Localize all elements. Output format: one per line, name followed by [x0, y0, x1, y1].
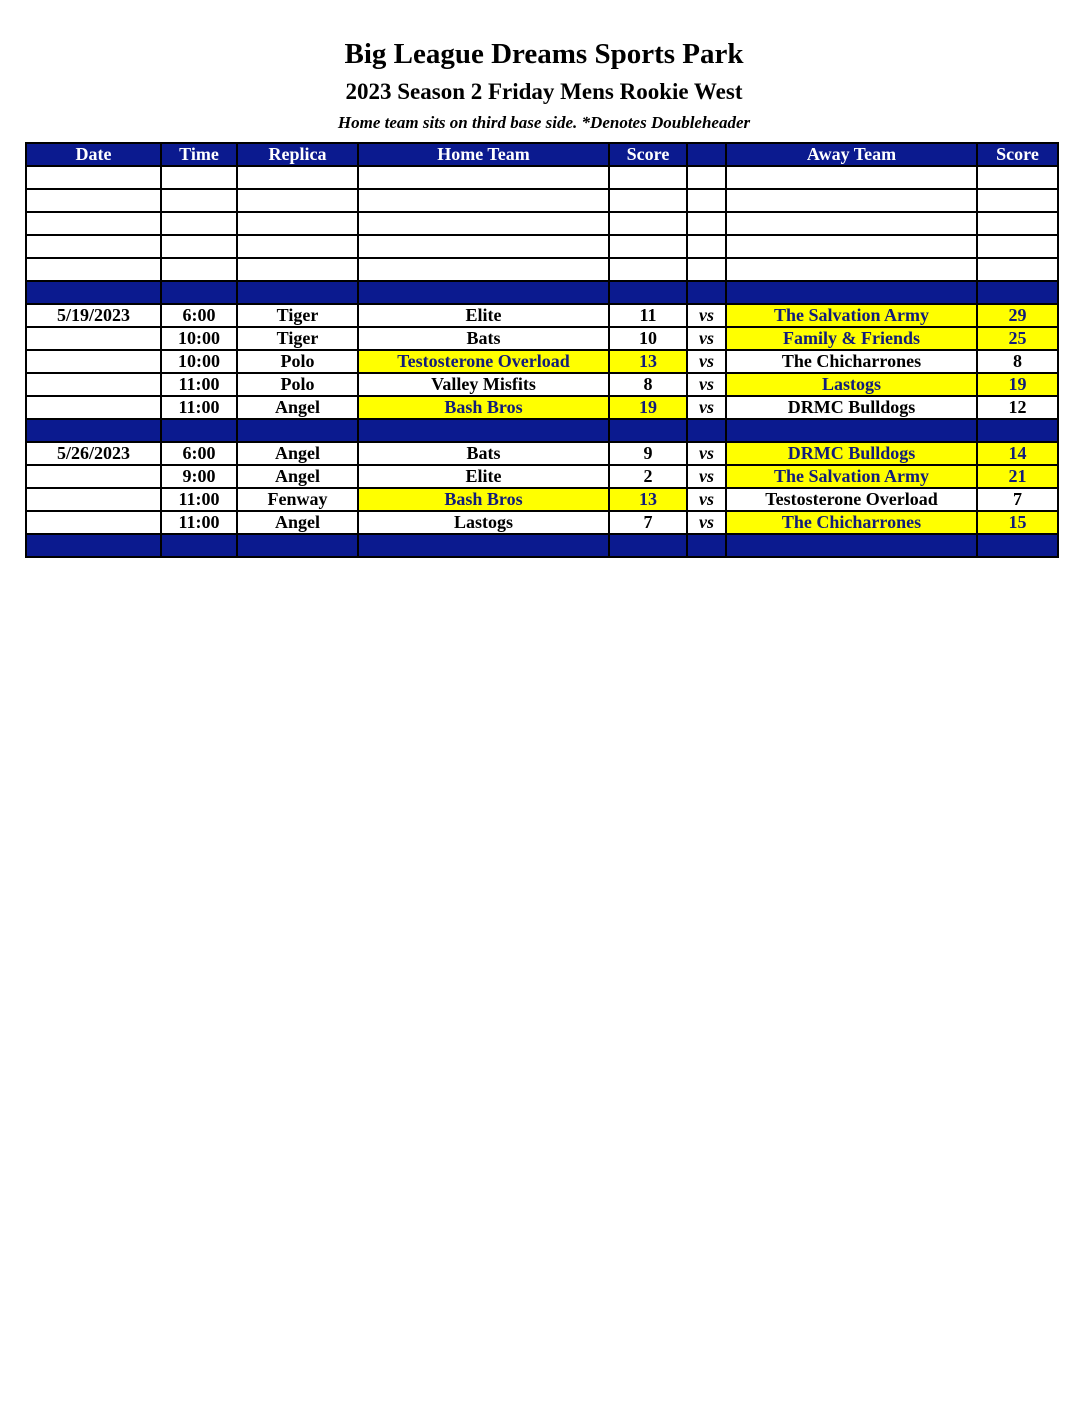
game-replica: Polo	[237, 350, 358, 373]
home-team: Bats	[358, 442, 609, 465]
empty-cell	[161, 189, 237, 212]
empty-cell	[977, 212, 1058, 235]
separator-row	[26, 281, 1058, 304]
separator-cell	[237, 534, 358, 557]
separator-cell	[687, 281, 726, 304]
away-score: 29	[977, 304, 1058, 327]
empty-cell	[161, 235, 237, 258]
col-away-team: Away Team	[726, 143, 977, 166]
game-replica: Fenway	[237, 488, 358, 511]
empty-cell	[726, 189, 977, 212]
col-vs	[687, 143, 726, 166]
away-score: 25	[977, 327, 1058, 350]
separator-cell	[26, 534, 161, 557]
game-replica: Tiger	[237, 304, 358, 327]
versus-label: vs	[687, 396, 726, 419]
versus-label: vs	[687, 350, 726, 373]
game-row	[26, 350, 1058, 373]
separator-cell	[26, 419, 161, 442]
empty-cell	[358, 258, 609, 281]
separator-cell	[726, 419, 977, 442]
separator-cell	[161, 419, 237, 442]
game-time: 11:00	[161, 511, 237, 534]
empty-cell	[687, 235, 726, 258]
separator-cell	[609, 281, 687, 304]
empty-cell	[726, 212, 977, 235]
game-time: 6:00	[161, 304, 237, 327]
away-score: 14	[977, 442, 1058, 465]
separator-cell	[977, 534, 1058, 557]
separator-cell	[977, 419, 1058, 442]
home-team: Testosterone Overload	[358, 350, 609, 373]
home-team: Bats	[358, 327, 609, 350]
separator-cell	[358, 281, 609, 304]
game-date	[26, 327, 161, 350]
away-score: 12	[977, 396, 1058, 419]
game-row	[26, 465, 1058, 488]
game-date	[26, 396, 161, 419]
game-date	[26, 350, 161, 373]
page-title: Big League Dreams Sports Park	[344, 38, 744, 70]
empty-cell	[161, 258, 237, 281]
separator-cell	[609, 534, 687, 557]
separator-cell	[237, 281, 358, 304]
empty-cell	[26, 212, 161, 235]
game-row	[26, 304, 1058, 327]
away-score: 19	[977, 373, 1058, 396]
empty-cell	[237, 212, 358, 235]
empty-cell	[687, 189, 726, 212]
versus-label: vs	[687, 442, 726, 465]
game-replica: Angel	[237, 442, 358, 465]
away-score: 21	[977, 465, 1058, 488]
game-date: 5/26/2023	[26, 442, 161, 465]
header-row	[26, 143, 1058, 166]
versus-label: vs	[687, 327, 726, 350]
col-away-score: Score	[977, 143, 1058, 166]
game-row	[26, 327, 1058, 350]
empty-cell	[687, 258, 726, 281]
game-time: 10:00	[161, 350, 237, 373]
versus-label: vs	[687, 465, 726, 488]
empty-cell	[26, 258, 161, 281]
home-team: Valley Misfits	[358, 373, 609, 396]
away-team: The Chicharrones	[726, 350, 977, 373]
separator-cell	[726, 281, 977, 304]
home-team: Elite	[358, 465, 609, 488]
schedule-note: Home team sits on third base side. *Denotes Doubleheader	[337, 113, 751, 132]
empty-cell	[26, 189, 161, 212]
home-score: 13	[609, 350, 687, 373]
separator-cell	[687, 534, 726, 557]
game-row	[26, 442, 1058, 465]
away-team: Family & Friends	[726, 327, 977, 350]
game-time: 11:00	[161, 373, 237, 396]
col-time: Time	[161, 143, 237, 166]
col-home-score: Score	[609, 143, 687, 166]
empty-row	[26, 166, 1058, 189]
col-home-team: Home Team	[358, 143, 609, 166]
schedule-table	[25, 142, 1059, 558]
page-subtitle: 2023 Season 2 Friday Mens Rookie West	[345, 79, 743, 104]
empty-cell	[161, 212, 237, 235]
away-score: 8	[977, 350, 1058, 373]
game-row	[26, 511, 1058, 534]
separator-cell	[237, 419, 358, 442]
game-time: 9:00	[161, 465, 237, 488]
empty-cell	[237, 235, 358, 258]
away-team: Testosterone Overload	[726, 488, 977, 511]
col-date: Date	[26, 143, 161, 166]
empty-cell	[358, 235, 609, 258]
game-row	[26, 488, 1058, 511]
empty-row	[26, 235, 1058, 258]
separator-cell	[687, 419, 726, 442]
versus-label: vs	[687, 373, 726, 396]
document-header	[0, 36, 1088, 134]
game-date	[26, 511, 161, 534]
game-time: 10:00	[161, 327, 237, 350]
empty-cell	[687, 212, 726, 235]
empty-cell	[726, 235, 977, 258]
home-team: Bash Bros	[358, 396, 609, 419]
game-row	[26, 373, 1058, 396]
empty-cell	[977, 166, 1058, 189]
empty-cell	[237, 189, 358, 212]
col-replica: Replica	[237, 143, 358, 166]
empty-cell	[26, 235, 161, 258]
game-date	[26, 373, 161, 396]
schedule-body	[26, 166, 1058, 557]
away-team: The Chicharrones	[726, 511, 977, 534]
empty-cell	[237, 258, 358, 281]
empty-cell	[358, 189, 609, 212]
empty-cell	[609, 212, 687, 235]
empty-row	[26, 258, 1058, 281]
away-team: The Salvation Army	[726, 304, 977, 327]
home-score: 9	[609, 442, 687, 465]
game-replica: Angel	[237, 396, 358, 419]
home-score: 11	[609, 304, 687, 327]
versus-label: vs	[687, 304, 726, 327]
game-date	[26, 488, 161, 511]
game-replica: Angel	[237, 511, 358, 534]
empty-cell	[237, 166, 358, 189]
empty-row	[26, 189, 1058, 212]
separator-cell	[26, 281, 161, 304]
empty-cell	[26, 166, 161, 189]
home-score: 8	[609, 373, 687, 396]
away-score: 15	[977, 511, 1058, 534]
empty-cell	[726, 166, 977, 189]
game-time: 6:00	[161, 442, 237, 465]
empty-cell	[977, 235, 1058, 258]
game-row	[26, 396, 1058, 419]
separator-cell	[358, 419, 609, 442]
separator-cell	[358, 534, 609, 557]
separator-cell	[609, 419, 687, 442]
versus-label: vs	[687, 488, 726, 511]
separator-cell	[161, 281, 237, 304]
empty-cell	[609, 258, 687, 281]
separator-row	[26, 419, 1058, 442]
game-time: 11:00	[161, 488, 237, 511]
away-score: 7	[977, 488, 1058, 511]
game-replica: Tiger	[237, 327, 358, 350]
away-team: DRMC Bulldogs	[726, 396, 977, 419]
away-team: Lastogs	[726, 373, 977, 396]
separator-cell	[161, 534, 237, 557]
empty-cell	[687, 166, 726, 189]
empty-cell	[161, 166, 237, 189]
game-date: 5/19/2023	[26, 304, 161, 327]
game-time: 11:00	[161, 396, 237, 419]
home-score: 7	[609, 511, 687, 534]
empty-cell	[726, 258, 977, 281]
away-team: DRMC Bulldogs	[726, 442, 977, 465]
separator-row	[26, 534, 1058, 557]
versus-label: vs	[687, 511, 726, 534]
away-team: The Salvation Army	[726, 465, 977, 488]
home-team: Lastogs	[358, 511, 609, 534]
empty-row	[26, 212, 1058, 235]
empty-cell	[977, 258, 1058, 281]
home-team: Bash Bros	[358, 488, 609, 511]
separator-cell	[726, 534, 977, 557]
home-score: 19	[609, 396, 687, 419]
game-replica: Polo	[237, 373, 358, 396]
empty-cell	[358, 166, 609, 189]
home-score: 2	[609, 465, 687, 488]
game-replica: Angel	[237, 465, 358, 488]
empty-cell	[358, 212, 609, 235]
game-date	[26, 465, 161, 488]
empty-cell	[609, 235, 687, 258]
separator-cell	[977, 281, 1058, 304]
home-score: 10	[609, 327, 687, 350]
empty-cell	[977, 189, 1058, 212]
home-team: Elite	[358, 304, 609, 327]
home-score: 13	[609, 488, 687, 511]
empty-cell	[609, 189, 687, 212]
empty-cell	[609, 166, 687, 189]
